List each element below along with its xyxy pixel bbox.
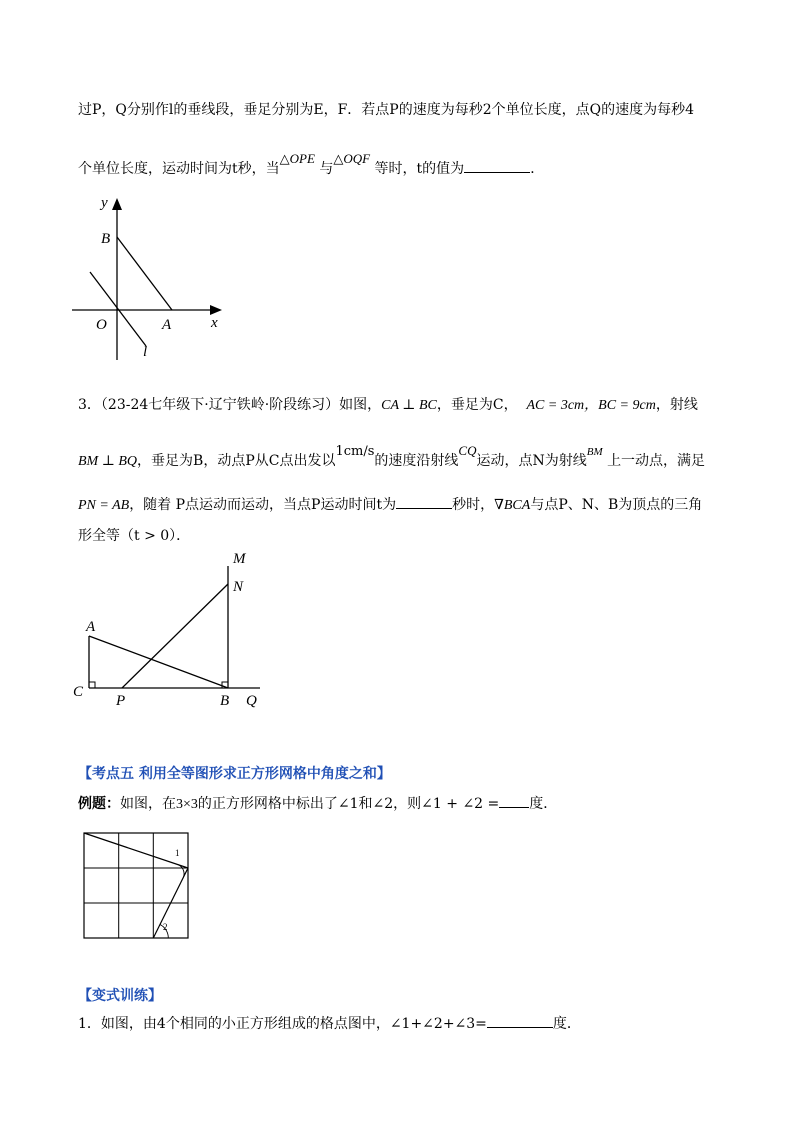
variant-q1-b: 度．: [552, 1016, 581, 1032]
q3-line1: [78, 396, 698, 415]
q3-line1-b: ，垂足为C，: [436, 397, 518, 413]
example-answer-blank[interactable]: [499, 793, 529, 808]
q3-line2-d: 上一动点，满足: [607, 453, 706, 469]
q2-tri2: △OQF: [333, 151, 371, 166]
q3-line1-c: ，射线: [655, 397, 698, 413]
q2-line2-end: ．: [530, 161, 545, 177]
example-a: 如图，在: [120, 796, 176, 812]
q3-label-P: P: [116, 693, 126, 709]
q3-label-N: N: [233, 579, 244, 595]
q2-label-A: A: [162, 317, 172, 333]
q2-line1-text: 过P，Q分别作l的垂线段，垂足分别为E，F．若点P的速度为每秒2个单位长度，点Q的速度为每秒4: [78, 102, 695, 118]
variant-q1: [78, 1013, 581, 1033]
q3-math4: PN = AB: [78, 498, 130, 513]
q2-label-l: l: [143, 344, 148, 360]
q3-math1: CA ⊥ BC: [381, 398, 437, 413]
section5-heading: 【考点五 利用全等图形求正方形网格中角度之和】: [78, 766, 391, 782]
q2-line2-a: 个单位长度，运动时间为t秒，当: [78, 161, 280, 177]
q2-line2-c: 等时，t的值为: [374, 161, 465, 177]
q3-line3-c: 与点P、N、B为顶点的三角: [530, 497, 703, 513]
q2-tri1: △OPE: [279, 151, 315, 166]
variant-heading: 【变式训练】: [78, 988, 162, 1004]
q3-math2: AC = 3cm，BC = 9cm: [526, 398, 656, 413]
q3-label-A: A: [86, 619, 96, 635]
q3-line4: [78, 527, 190, 545]
q2-label-B: B: [101, 231, 111, 247]
variant-q1-a: 1．如图，由4个相同的小正方形组成的格点图中，∠1+∠2+∠3=: [78, 1016, 487, 1032]
q2-label-O: O: [96, 317, 107, 333]
example-c: 度．: [529, 796, 558, 812]
q3-label-B: B: [220, 693, 230, 709]
q3-ray1: CQ: [458, 443, 477, 458]
section5-example: [78, 793, 557, 814]
q3-label-C: C: [73, 684, 84, 700]
q3-line2-b: 的速度沿射线: [374, 453, 459, 469]
example-b: 的正方形网格中标出了∠1和∠2，则∠1 + ∠2 =: [197, 796, 500, 812]
q3-answer-blank[interactable]: [396, 494, 452, 509]
q2-line2-b: 与: [319, 161, 334, 177]
variant-answer-blank[interactable]: [487, 1013, 553, 1028]
q3-tri: ∇BCA: [494, 498, 531, 513]
q3-math3: BM ⊥ BQ: [78, 454, 138, 469]
q3-line3-b: 秒时，: [452, 497, 495, 513]
grid-angle2-label: 2: [163, 922, 168, 932]
q3-line1-a: 3．（23-24七年级下·辽宁铁岭·阶段练习）如图，: [78, 397, 382, 413]
example-label: 例题：: [78, 796, 120, 812]
q2-label-y: y: [101, 195, 108, 211]
q3-line2-a: ，垂足为B，动点P从C点出发以: [137, 453, 336, 469]
grid-angle1-label: 1: [175, 848, 180, 858]
q3-line2: [78, 443, 706, 471]
q3-label-Q: Q: [246, 693, 257, 709]
q3-ray2: BM: [586, 446, 603, 458]
q3-line3-a: ，随着 P点运动而运动，当点P运动时间t为: [129, 497, 397, 513]
q3-line4-text: 形全等（t > 0）．: [78, 528, 191, 544]
q3-line3: [78, 494, 702, 515]
q2-label-x: x: [211, 315, 218, 331]
q3-label-M: M: [233, 551, 246, 567]
q3-speed: 1cm/s: [335, 444, 375, 459]
q3-line2-c: 运动，点N为射线: [476, 453, 587, 469]
grid-size: 3×3: [176, 797, 198, 812]
